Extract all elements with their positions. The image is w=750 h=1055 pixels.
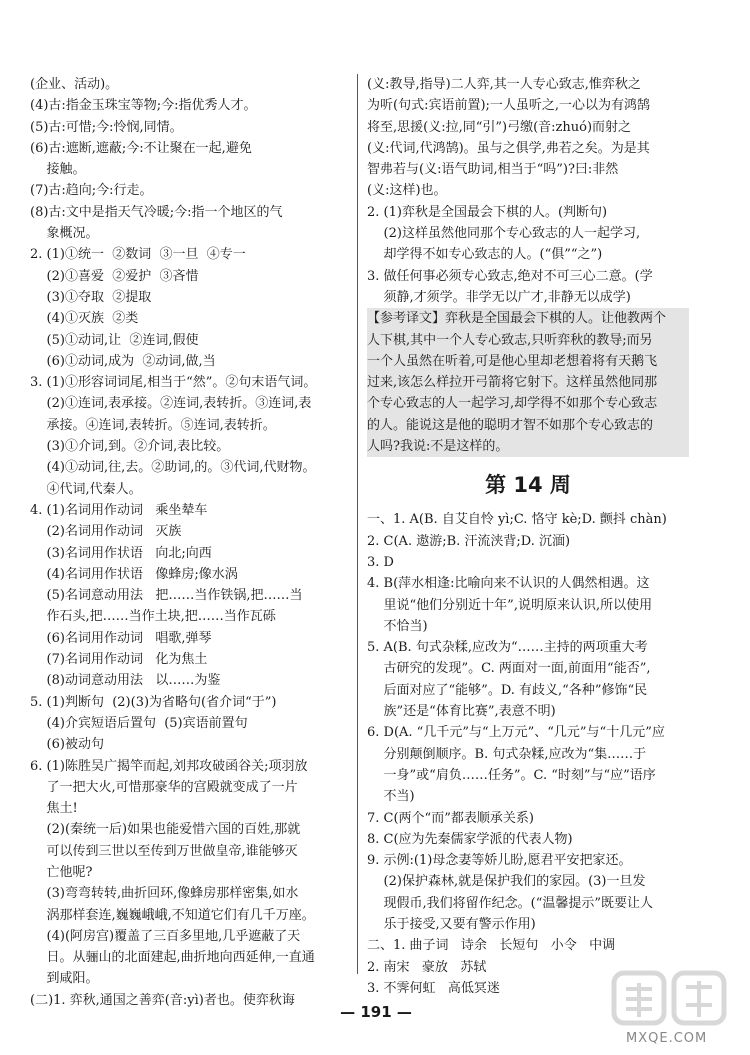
text-line: (5)古:可惜;今:怜悯,同情。 [30, 119, 183, 135]
text-line: (义:代词,代鸿鹄)。虽与之俱学,弗若之矣。为是其 [367, 140, 650, 156]
text-line: 不当) [367, 789, 415, 805]
text-line: 作石头,把……当作土块,把……当作瓦砾 [30, 609, 276, 625]
text-line: 将至,思援(义:拉,同“引”)弓缴(音:zhuó)而射之 [367, 119, 632, 135]
left-column [30, 74, 348, 1011]
text-line: (6)被动句 [30, 737, 104, 753]
right-column-bottom [367, 509, 689, 999]
column-divider [357, 74, 358, 974]
text-line: (2)名词用作动词 灭族 [30, 524, 182, 540]
text-line: (企业、活动)。 [30, 77, 119, 92]
text-line: (7)名词用作动词 化为焦土 [30, 652, 208, 668]
text-line: 了一把大火,可惜那豪华的宫殿就变成了一片 [30, 779, 298, 795]
text-line: (6)古:遮断,遮蔽;今:不让聚在一起,避免 [30, 140, 252, 156]
text-line: (8)古:文中是指天气冷暖;今:指一个地区的气 [30, 204, 283, 220]
text-line: 6. D(A. “几千元”与“上万元”、“几元”与“十几元”应 [367, 725, 665, 741]
text-line: 4. B(萍水相逢:比喻向来不认识的人偶然相遇。这 [367, 576, 650, 592]
text-line: 5. (1)判断句 (2)(3)为省略句(省介词“于”) [30, 694, 277, 710]
text-line: 须静,才须学。非学无以广才,非静无以成学) [367, 289, 631, 305]
text-line: 焦土! [30, 801, 78, 817]
text-line: 3. 不霁何虹 高低冥迷 [367, 980, 500, 996]
text-line: 二、1. 曲子词 诗余 长短句 小令 中调 [367, 938, 616, 954]
text-line: (6)名词用作动词 唱歌,弹琴 [30, 630, 212, 646]
text-line: 智弗若与(义:语气助词,相当于“吗”)?曰:非然 [367, 162, 619, 178]
text-line: 的人。能说这是他的聪明才智不如那个专心致志的 [367, 415, 689, 436]
text-line: (4)(阿房宫)覆盖了三百多里地,几乎遮蔽了天 [30, 928, 301, 944]
text-line: 人吗?我说:不是这样的。 [367, 436, 689, 457]
text-line: 一身”或“肩负……任务”。C. “时刻”与“应”语序 [367, 767, 656, 783]
text-line: (2)(秦统一后)如果也能爱惜六国的百姓,那就 [30, 822, 301, 838]
text-line: 不恰当) [367, 618, 428, 634]
text-line: 接触。 [30, 162, 86, 178]
text-line: 却学得不如专心致志的人。(“俱”“之”) [367, 247, 603, 263]
text-line: 2. (1)弈秋是全国最会下棋的人。(判断句) [367, 204, 608, 220]
text-line: (4)名词用作状语 像蜂房;像水涡 [30, 566, 238, 582]
text-line: 族”还是“体育比赛”,表意不明) [367, 704, 556, 720]
week-heading: 第 14 周 [485, 473, 571, 498]
text-line: 后面对应了“能够”。D. 有歧义,“各种”修饰“民 [367, 682, 648, 698]
text-line: (2)保护森林,就是保护我们的家园。(3)一旦发 [367, 874, 646, 890]
text-line: (义:教导,指导)二人弈,其一人专心致志,惟弈秋之 [367, 77, 641, 92]
watermark-text: MXQE.COM [626, 1031, 708, 1046]
text-line: (7)古:趋向;今:行走。 [30, 183, 153, 199]
text-line: (6)①动词,成为 ②动词,做,当 [30, 353, 216, 369]
text-line: ④代词,代秦人。 [30, 481, 142, 497]
text-line: 承接。④连词,表转折。⑤连词,表转折。 [30, 417, 276, 433]
text-line: 【参考译文】弈秋是全国最会下棋的人。让他教两个 [367, 308, 689, 329]
text-line: 5. A(B. 句式杂糅,应改为“……主持的两项重大考 [367, 640, 648, 656]
text-line: (3)①夺取 ②提取 [30, 289, 152, 305]
text-line: 人下棋,其中一个人专心致志,只听弈秋的教导;而另 [367, 330, 689, 351]
text-line: (2)这样虽然他同那个专心致志的人一起学习, [367, 226, 641, 242]
text-line: 象概况。 [30, 226, 99, 242]
text-line: (义:这样)也。 [367, 183, 447, 199]
text-line: 8. C(应为先秦儒家学派的代表人物) [367, 831, 573, 847]
text-line: 2. (1)①统一 ②数词 ③一旦 ④专一 [30, 247, 246, 263]
text-line: (8)动词意动用法 以……为鉴 [30, 673, 221, 689]
text-line: 里说“他们分别近十年”,说明原来认识,所以使用 [367, 597, 653, 613]
text-line: 分别颠倒顺序。B. 句式杂糅,应改为“集……于 [367, 746, 647, 762]
text-line: (3)名词用作状语 向北;向西 [30, 545, 212, 561]
text-line: 9. 示例:(1)母念妻等娇儿盼,愿君平安把家还。 [367, 853, 632, 869]
text-line: 7. C(两个“而”都表顺承关系) [367, 810, 534, 826]
text-line: (4)①动词,往,去。②助词,的。③代词,代财物。 [30, 460, 316, 476]
text-line: (4)介宾短语后置句 (5)宾语前置句 [30, 715, 248, 731]
text-line: 涡那样套连,巍巍峨峨,不知道它们有几千万座。 [30, 907, 315, 923]
text-line: 现假币,我们将留作纪念。(“温馨提示”既要让人 [367, 895, 654, 911]
right-column-top [367, 74, 689, 457]
text-line: (5)①动词,让 ②连词,假使 [30, 332, 199, 348]
text-line: (4)古:指金玉珠宝等物;今:指优秀人才。 [30, 98, 257, 114]
text-line: 个专心致志的人一起学习,却学得不如那个专心致志 [367, 393, 689, 414]
text-line: 为听(句式:宾语前置);一人虽听之,一心以为有鸿鹄 [367, 98, 651, 114]
text-line: 古研究的发现”。C. 两面对一面,前面用“能否”, [367, 661, 651, 677]
text-line: 到咸阳。 [30, 971, 99, 987]
text-line: 可以传到三世以至传到万世做皇帝,谁能够灭 [30, 843, 298, 859]
text-line: 一个人虽然在听着,可是他心里却老想着将有天鹅飞 [367, 351, 689, 372]
text-line: (2)①连词,表承接。②连词,表转折。③连词,表 [30, 396, 312, 412]
text-line: 亡他呢? [30, 864, 93, 880]
text-line: 3. 做任何事必须专心致志,绝对不可三心二意。(学 [367, 268, 653, 284]
text-line: (3)弯弯转转,曲折回环,像蜂房那样密集,如水 [30, 886, 299, 902]
text-line: 4. (1)名词用作动词 乘坐辇车 [30, 502, 208, 518]
text-line: 一、1. A(B. 自艾自怜 yì;C. 恪守 kè;D. 颤抖 chàn) [367, 512, 667, 528]
text-line: 3. D [367, 554, 394, 570]
text-line: 过来,该怎么样拉开弓箭将它射下。这样虽然他同那 [367, 372, 689, 393]
text-line: (5)名词意动用法 把……当作铁锅,把……当 [30, 588, 303, 604]
right-column [367, 74, 689, 999]
text-line: (2)①喜爱 ②爱护 ③吝惜 [30, 268, 199, 284]
text-line: 6. (1)陈胜吴广揭竿而起,刘邦攻破函谷关;项羽放 [30, 758, 308, 774]
text-line: 2. C(A. 遨游;B. 汗流浃背;D. 沉湎) [367, 533, 571, 549]
text-line: 乐于接受,又要有警示作用) [367, 916, 536, 932]
text-line: (3)①介词,到。②介词,表比较。 [30, 439, 230, 455]
page-number: — 191 — [340, 1003, 412, 1021]
text-line: (4)①灭族 ②类 [30, 311, 139, 327]
text-line: 2. 南宋 豪放 苏轼 [367, 959, 487, 975]
text-line: 3. (1)①形容词词尾,相当于“然”。②句末语气词。 [30, 375, 317, 391]
text-line: 日。从骊山的北面建起,曲折地向西延伸,一直通 [30, 950, 315, 966]
text-line: (二)1. 弈秋,通国之善弈(音:yì)者也。使弈秋诲 [30, 992, 295, 1008]
